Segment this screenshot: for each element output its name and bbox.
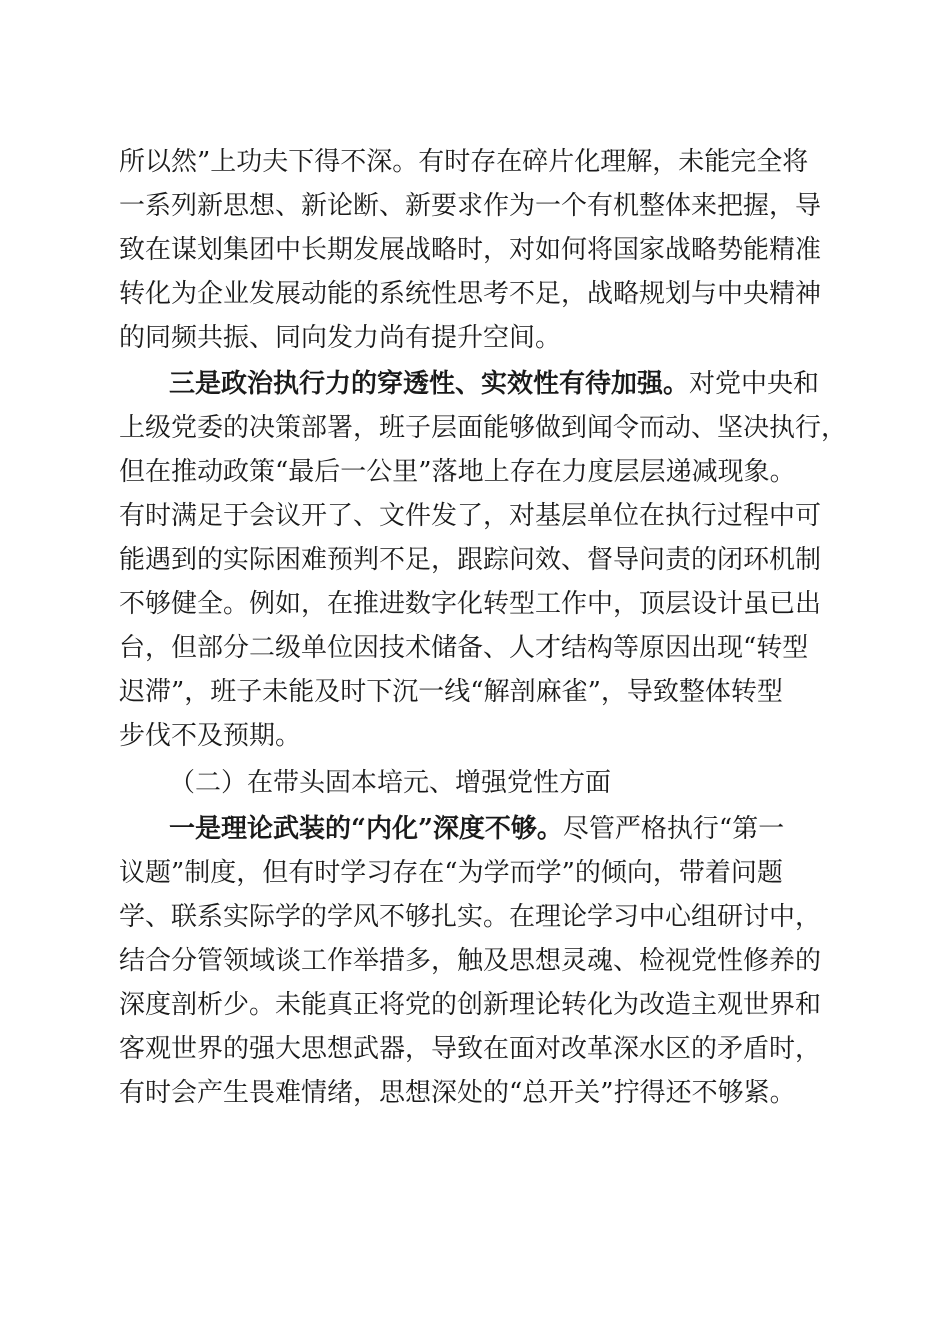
- paragraph-3-line-6: 客观世界的强大思想武器，导致在面对改革深水区的矛盾时，: [119, 1034, 822, 1064]
- paragraph-3-line-2: 议题”制度，但有时学习存在“为学而学”的倾向，带着问题: [119, 858, 783, 888]
- paragraph-1-line-3: 致在谋划集团中长期发展战略时，对如何将国家战略势能精准: [119, 235, 822, 265]
- paragraph-2-line-9: 步伐不及预期。: [119, 721, 302, 751]
- paragraph-1-line-4: 转化为企业发展动能的系统性思考不足，战略规划与中央精神: [119, 279, 822, 309]
- paragraph-2-line-8: 迟滞”，班子未能及时下沉一线“解剖麻雀”，导致整体转型: [119, 677, 783, 707]
- paragraph-3-first-rest: 尽管严格执行“第一: [562, 814, 785, 844]
- section-heading: （二）在带头固本培元、增强党性方面: [169, 768, 612, 798]
- paragraph-2-line-4: 有时满足于会议开了、文件发了，对基层单位在执行过程中可: [119, 501, 822, 531]
- paragraph-2-line-7: 台，但部分二级单位因技术储备、人才结构等原因出现“转型: [119, 633, 809, 663]
- paragraph-2-lead: 三是政治执行力的穿透性、实效性有待加强。: [169, 369, 690, 399]
- paragraph-1-line-2: 一系列新思想、新论断、新要求作为一个有机整体来把握，导: [119, 191, 822, 221]
- paragraph-3-line-5: 深度剖析少。未能真正将党的创新理论转化为改造主观世界和: [119, 990, 822, 1020]
- paragraph-1-line-5: 的同频共振、同向发力尚有提升空间。: [119, 323, 562, 353]
- paragraph-3-line-4: 结合分管领域谈工作举措多，触及思想灵魂、检视党性修养的: [119, 946, 822, 976]
- paragraph-3-lead: 一是理论武装的“内化”深度不够。: [169, 814, 563, 844]
- paragraph-3-line-3: 学、联系实际学的学风不够扎实。在理论学习中心组研讨中，: [119, 902, 822, 932]
- paragraph-2-line-5: 能遇到的实际困难预判不足，跟踪问效、督导问责的闭环机制: [119, 545, 822, 575]
- paragraph-3-line-7: 有时会产生畏难情绪，思想深处的“总开关”拧得还不够紧。: [119, 1078, 796, 1108]
- paragraph-1-line-1: 所以然”上功夫下得不深。有时存在碎片化理解，未能完全将: [119, 147, 809, 177]
- paragraph-3-line-1: [0, 809, 950, 849]
- paragraph-2-line-6: 不够健全。例如，在推进数字化转型工作中，顶层设计虽已出: [119, 589, 822, 619]
- paragraph-2-line-1: [0, 364, 950, 404]
- paragraph-2-line-3: 但在推动政策“最后一公里”落地上存在力度层层递减现象。: [119, 457, 796, 487]
- paragraph-2-first-rest: 对党中央和: [689, 369, 820, 399]
- paragraph-2-line-2: 上级党委的决策部署，班子层面能够做到闻令而动、坚决执行，: [119, 413, 848, 443]
